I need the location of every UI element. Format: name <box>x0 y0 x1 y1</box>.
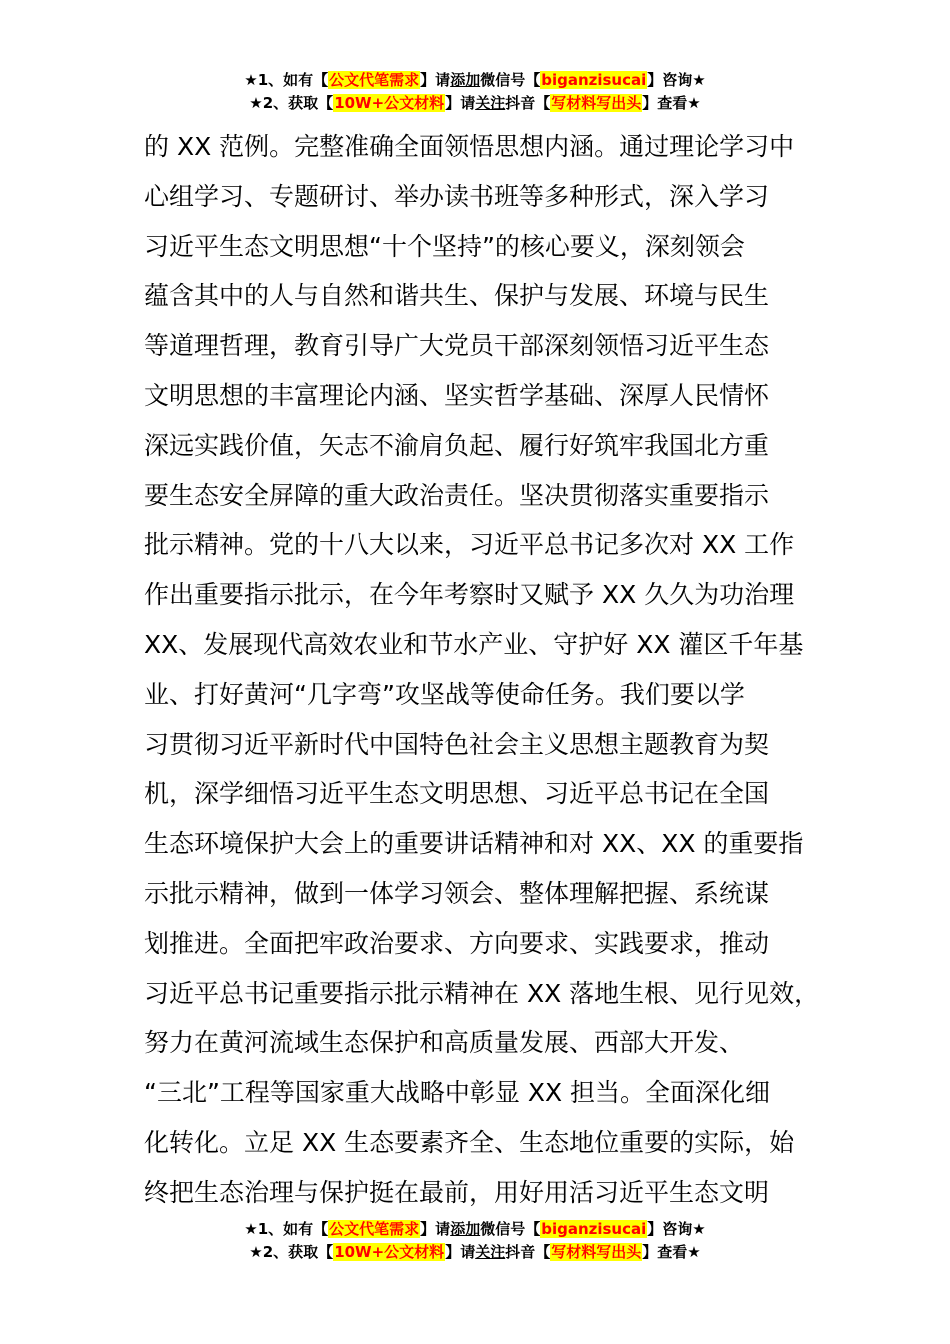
body-line: 批示精神。党的十八大以来，习近平总书记多次对 XX 工作 <box>144 530 795 560</box>
header-line-2: ★2、获取【10W+公文材料】请关注抖音【写材料写出头】查看★ <box>249 94 701 112</box>
body-line: 习贯彻习近平新时代中国特色社会主义思想主题教育为契 <box>144 729 770 759</box>
underlined-text: 添加 <box>450 1220 481 1238</box>
body-line: 划推进。全面把牢政治要求、方向要求、实践要求，推动 <box>144 928 770 958</box>
body-line: 努力在黄河流域生态保护和高质量发展、西部大开发、 <box>144 1028 745 1058</box>
body-line: XX、发展现代高效农业和节水产业、守护好 XX 灌区千年基 <box>144 629 804 659</box>
body-line: 作出重要指示批示，在今年考察时又赋予 XX 久久为功治理 <box>144 580 795 610</box>
body-line: “三北”工程等国家重大战略中彰显 XX 担当。全面深化细 <box>144 1078 771 1108</box>
footer-banner <box>0 1218 950 1264</box>
document-body <box>144 122 834 1218</box>
highlight-text: 10W+公文材料 <box>334 1243 445 1261</box>
body-line: 机，深学细悟习近平生态文明思想、习近平总书记在全国 <box>144 779 770 809</box>
body-line: 业、打好黄河“几字弯”攻坚战等使命任务。我们要以学 <box>144 679 745 709</box>
body-line: 蕴含其中的人与自然和谐共生、保护与发展、环境与民生 <box>144 281 770 311</box>
body-line: 化转化。立足 XX 生态要素齐全、生态地位重要的实际，始 <box>144 1127 795 1157</box>
highlight-text: 公文代笔需求 <box>329 71 420 89</box>
body-line: 的 XX 范例。完整准确全面领悟思想内涵。通过理论学习中 <box>144 132 795 161</box>
body-line: 文明思想的丰富理论内涵、坚实哲学基础、深厚人民情怀 <box>144 380 770 410</box>
underlined-text: 关注 <box>475 94 506 112</box>
footer-line-1: ★1、如有【公文代笔需求】请添加微信号【biganzisucai】咨询★ <box>244 1220 706 1238</box>
douyin-account: 写材料写出头 <box>551 1243 642 1261</box>
highlight-text: 公文代笔需求 <box>329 1220 420 1238</box>
underlined-text: 关注 <box>475 1243 506 1261</box>
body-line: 终把生态治理与保护挺在最前，用好用活习近平生态文明 <box>144 1177 770 1207</box>
body-line: 生态环境保护大会上的重要讲话精神和对 XX、XX 的重要指 <box>144 829 804 859</box>
body-line: 示批示精神，做到一体学习领会、整体理解把握、系统谋 <box>144 878 770 908</box>
body-line: 习近平生态文明思想“十个坚持”的核心要义，深刻领会 <box>144 231 745 261</box>
body-line: 心组学习、专题研讨、举办读书班等多种形式，深入学习 <box>144 181 770 211</box>
wechat-id: biganzisucai <box>541 1220 647 1238</box>
body-line: 深远实践价值，矢志不渝肩负起、履行好筑牢我国北方重 <box>144 430 770 460</box>
underlined-text: 添加 <box>450 71 481 89</box>
footer-line-2: ★2、获取【10W+公文材料】请关注抖音【写材料写出头】查看★ <box>249 1243 701 1261</box>
body-line: 习近平总书记重要指示批示精神在 XX 落地生根、见行见效， <box>144 978 820 1008</box>
highlight-text: 10W+公文材料 <box>334 94 445 112</box>
header-line-1: ★1、如有【公文代笔需求】请添加微信号【biganzisucai】咨询★ <box>244 71 706 89</box>
douyin-account: 写材料写出头 <box>551 94 642 112</box>
body-line: 等道理哲理，教育引导广大党员干部深刻领悟习近平生态 <box>144 331 770 361</box>
header-banner <box>0 69 950 115</box>
body-line: 要生态安全屏障的重大政治责任。坚决贯彻落实重要指示 <box>144 480 770 510</box>
wechat-id: biganzisucai <box>541 71 647 89</box>
